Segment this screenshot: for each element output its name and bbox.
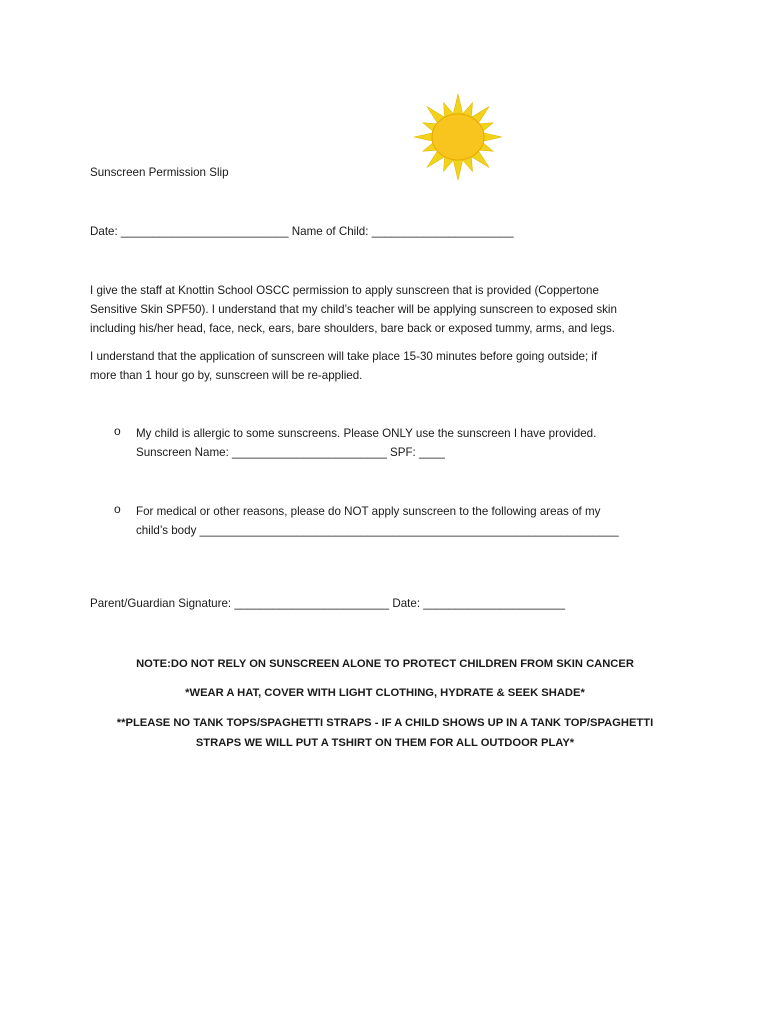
- body-areas-field[interactable]: child’s body _________________________________________________________________: [136, 524, 619, 537]
- option-bullet: o: [114, 502, 121, 516]
- note-line: STRAPS WE WILL PUT A TSHIRT ON THEM FOR ALL OUTDOOR PLAY*: [195, 736, 575, 749]
- note-clothing-policy: [0, 714, 770, 753]
- application-paragraph: [90, 347, 690, 385]
- paragraph-line: including his/her head, face, neck, ears, bare shoulders, bare back or exposed tummy, arms, and legs.: [90, 322, 616, 335]
- note-line: **PLEASE NO TANK TOPS/SPAGHETTI STRAPS - IF A CHILD SHOWS UP IN A TANK TOP/SPAGHETTI: [116, 717, 654, 729]
- note-line: *WEAR A HAT, COVER WITH LIGHT CLOTHING, HYDRATE & SEEK SHADE*: [185, 687, 585, 699]
- option-text: [136, 424, 736, 462]
- note-line: NOTE:DO NOT RELY ON SUNSCREEN ALONE TO PROTECT CHILDREN FROM SKIN CANCER: [136, 658, 634, 670]
- option-bullet: o: [114, 424, 121, 438]
- paragraph-line: I give the staff at Knottin School OSCC permission to apply sunscreen that is provided (Coppertone: [90, 284, 599, 297]
- paragraph-line: I understand that the application of sunscreen will take place 15-30 minutes before going outside; if: [90, 350, 598, 363]
- note-sunscreen-warning: [0, 655, 770, 675]
- date-child-name-field[interactable]: Date: __________________________ Name of Child: ______________________: [90, 225, 514, 238]
- option-line: For medical or other reasons, please do NOT apply sunscreen to the following areas of my: [136, 505, 601, 518]
- option-text: [136, 502, 736, 540]
- page-title: Sunscreen Permission Slip: [90, 166, 229, 179]
- note-protection-tips: [0, 684, 770, 704]
- option-line: My child is allergic to some sunscreens. Please ONLY use the sunscreen I have provided.: [136, 427, 597, 440]
- signature-date-field[interactable]: Parent/Guardian Signature: ________________________ Date: ______________________: [90, 597, 566, 610]
- permission-paragraph: [90, 281, 690, 338]
- paragraph-line: Sensitive Skin SPF50). I understand that my child’s teacher will be applying sunscreen to exposed skin: [90, 303, 617, 316]
- paragraph-line: more than 1 hour go by, sunscreen will be re-applied.: [90, 369, 363, 382]
- sun-icon: [410, 92, 506, 182]
- sunscreen-name-field[interactable]: Sunscreen Name: ________________________ SPF: ____: [136, 446, 445, 459]
